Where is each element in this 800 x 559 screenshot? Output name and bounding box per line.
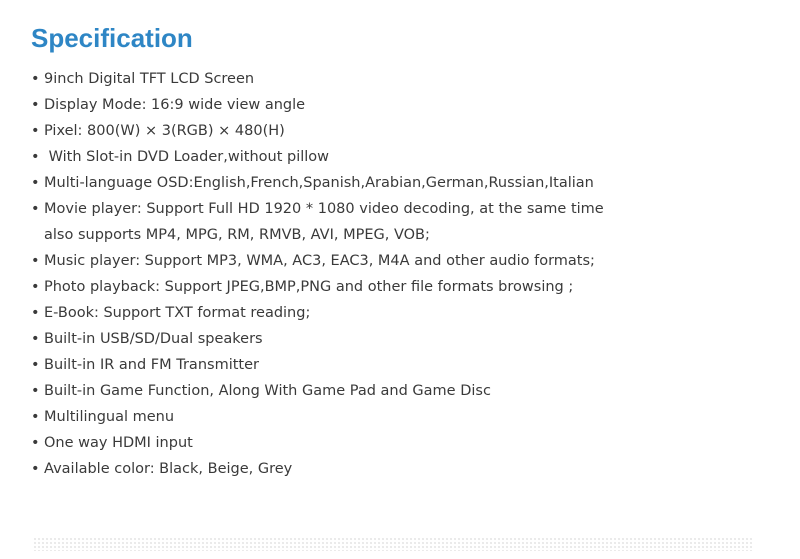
spec-item [31, 92, 604, 118]
bullet-icon: • [31, 461, 40, 477]
spec-item [31, 378, 604, 404]
bullet-icon: • [31, 383, 40, 399]
decorative-dotted-divider [33, 537, 753, 551]
spec-item [31, 170, 604, 196]
spec-item-text: Display Mode: 16:9 wide view angle [44, 97, 306, 113]
spec-item-text: Built-in IR and FM Transmitter [44, 357, 259, 373]
spec-item [31, 274, 604, 300]
spec-item [31, 66, 604, 92]
bullet-icon: • [31, 409, 40, 425]
bullet-icon: • [31, 331, 40, 347]
bullet-icon: • [31, 201, 40, 217]
spec-item-text: also supports MP4, MPG, RM, RMVB, AVI, MPEG, VOB; [44, 227, 430, 243]
spec-item-text: With Slot-in DVD Loader,without pillow [44, 149, 330, 165]
spec-item-text: Photo playback: Support JPEG,BMP,PNG and other file formats browsing ; [44, 279, 574, 295]
spec-item-text: One way HDMI input [44, 435, 193, 451]
specification-list [31, 66, 604, 482]
spec-item [31, 300, 604, 326]
page-title: Specification [31, 23, 193, 53]
spec-item-text: Built-in Game Function, Along With Game Pad and Game Disc [44, 383, 491, 399]
spec-item [31, 144, 604, 170]
bullet-icon: • [31, 97, 40, 113]
spec-item-text: Multi-language OSD:English,French,Spanish,Arabian,German,Russian,Italian [44, 175, 594, 191]
bullet-icon: • [31, 435, 40, 451]
bullet-icon: • [31, 305, 40, 321]
spec-item-text: Music player: Support MP3, WMA, AC3, EAC3, M4A and other audio formats; [44, 253, 595, 269]
spec-item [31, 196, 604, 222]
spec-item-text: 9inch Digital TFT LCD Screen [44, 71, 255, 87]
spec-item-text: Pixel: 800(W) × 3(RGB) × 480(H) [44, 123, 285, 139]
spec-item [31, 404, 604, 430]
spec-item-text: Movie player: Support Full HD 1920 * 1080 video decoding, at the same time [44, 201, 604, 217]
spec-item [31, 326, 604, 352]
spec-item-text: Available color: Black, Beige, Grey [44, 461, 293, 477]
spec-item [31, 118, 604, 144]
spec-item-text: E-Book: Support TXT format reading; [44, 305, 311, 321]
spec-item [31, 248, 604, 274]
bullet-icon: • [31, 123, 40, 139]
spec-item-text: Built-in USB/SD/Dual speakers [44, 331, 263, 347]
bullet-icon: • [31, 175, 40, 191]
bullet-icon: • [31, 279, 40, 295]
spec-item [31, 456, 604, 482]
bullet-icon: • [31, 253, 40, 269]
spec-item [31, 430, 604, 456]
bullet-icon: • [31, 71, 40, 87]
spec-item [31, 352, 604, 378]
bullet-icon: • [31, 149, 40, 165]
bullet-icon: • [31, 357, 40, 373]
spec-item-text: Multilingual menu [44, 409, 175, 425]
spec-item-continuation [31, 222, 604, 248]
